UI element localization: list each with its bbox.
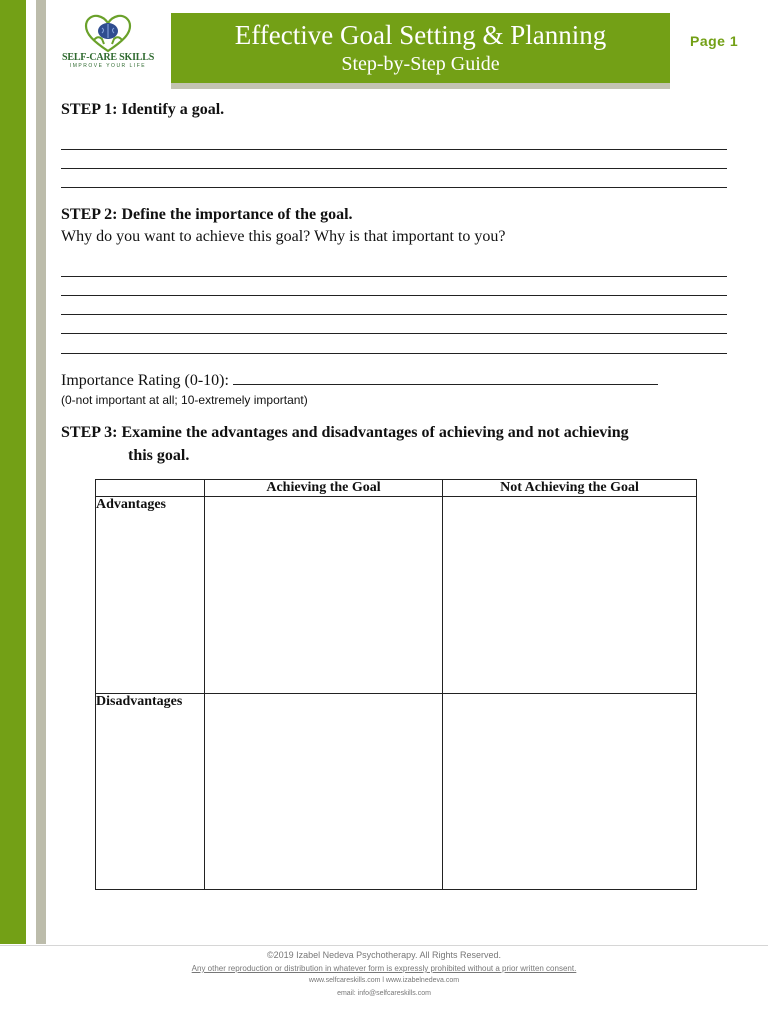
step3-heading-cont: this goal. bbox=[128, 447, 190, 464]
page-title: Effective Goal Setting & Planning bbox=[234, 20, 607, 50]
writing-line[interactable] bbox=[61, 314, 727, 315]
importance-rating bbox=[61, 370, 658, 390]
footer-email[interactable]: email: info@selfcareskills.com bbox=[337, 990, 431, 997]
cell-disadvantages-achieving[interactable] bbox=[205, 694, 443, 890]
writing-line[interactable] bbox=[61, 276, 727, 277]
cell-advantages-achieving[interactable] bbox=[205, 497, 443, 694]
left-green-bar bbox=[0, 0, 26, 944]
writing-line[interactable] bbox=[61, 353, 727, 354]
table-header-not-achieving: Not Achieving the Goal bbox=[443, 480, 697, 497]
step2-heading: STEP 2: Define the importance of the goal. bbox=[61, 206, 353, 223]
writing-line[interactable] bbox=[61, 295, 727, 296]
left-gray-bar bbox=[36, 0, 46, 944]
logo-name: SELF-CARE SKILLS bbox=[62, 52, 155, 63]
footer-notice: Any other reproduction or distribution in whatever form is expressly prohibited without a prior written consent. bbox=[191, 964, 577, 973]
header-shadow bbox=[171, 83, 670, 89]
cell-advantages-not-achieving[interactable] bbox=[443, 497, 697, 694]
table-row bbox=[96, 694, 697, 890]
footer-websites[interactable]: www.selfcareskills.com l www.izabelnedeva.com bbox=[308, 977, 460, 984]
rating-label: Importance Rating (0-10): bbox=[61, 372, 229, 389]
logo-tagline: IMPROVE YOUR LIFE bbox=[69, 63, 147, 69]
rating-note: (0-not important at all; 10-extremely important) bbox=[61, 393, 308, 407]
pros-cons-table bbox=[95, 479, 697, 890]
table-header-row bbox=[96, 480, 697, 497]
row-label-advantages: Advantages bbox=[96, 497, 205, 694]
step1-heading: STEP 1: Identify a goal. bbox=[61, 101, 225, 118]
writing-line[interactable] bbox=[61, 149, 727, 150]
heart-brain-icon bbox=[83, 14, 133, 54]
step3-heading: STEP 3: Examine the advantages and disadvantages of achieving and not achieving bbox=[61, 424, 629, 441]
rating-input-line[interactable] bbox=[233, 370, 658, 385]
row-label-disadvantages: Disadvantages bbox=[96, 694, 205, 890]
writing-line[interactable] bbox=[61, 333, 727, 334]
writing-line[interactable] bbox=[61, 168, 727, 169]
table-row bbox=[96, 497, 697, 694]
step2-question: Why do you want to achieve this goal? Why is that important to you? bbox=[61, 228, 506, 245]
table-header-achieving: Achieving the Goal bbox=[205, 480, 443, 497]
logo bbox=[62, 14, 154, 74]
page-number: Page 1 bbox=[690, 33, 739, 49]
writing-line[interactable] bbox=[61, 187, 727, 188]
table-header-blank bbox=[96, 480, 205, 497]
footer-copyright: ©2019 Izabel Nedeva Psychotherapy. All Rights Reserved. bbox=[266, 950, 502, 960]
cell-disadvantages-not-achieving[interactable] bbox=[443, 694, 697, 890]
header-banner bbox=[171, 13, 670, 83]
footer-divider bbox=[0, 945, 768, 946]
page-subtitle: Step-by-Step Guide bbox=[341, 53, 500, 75]
